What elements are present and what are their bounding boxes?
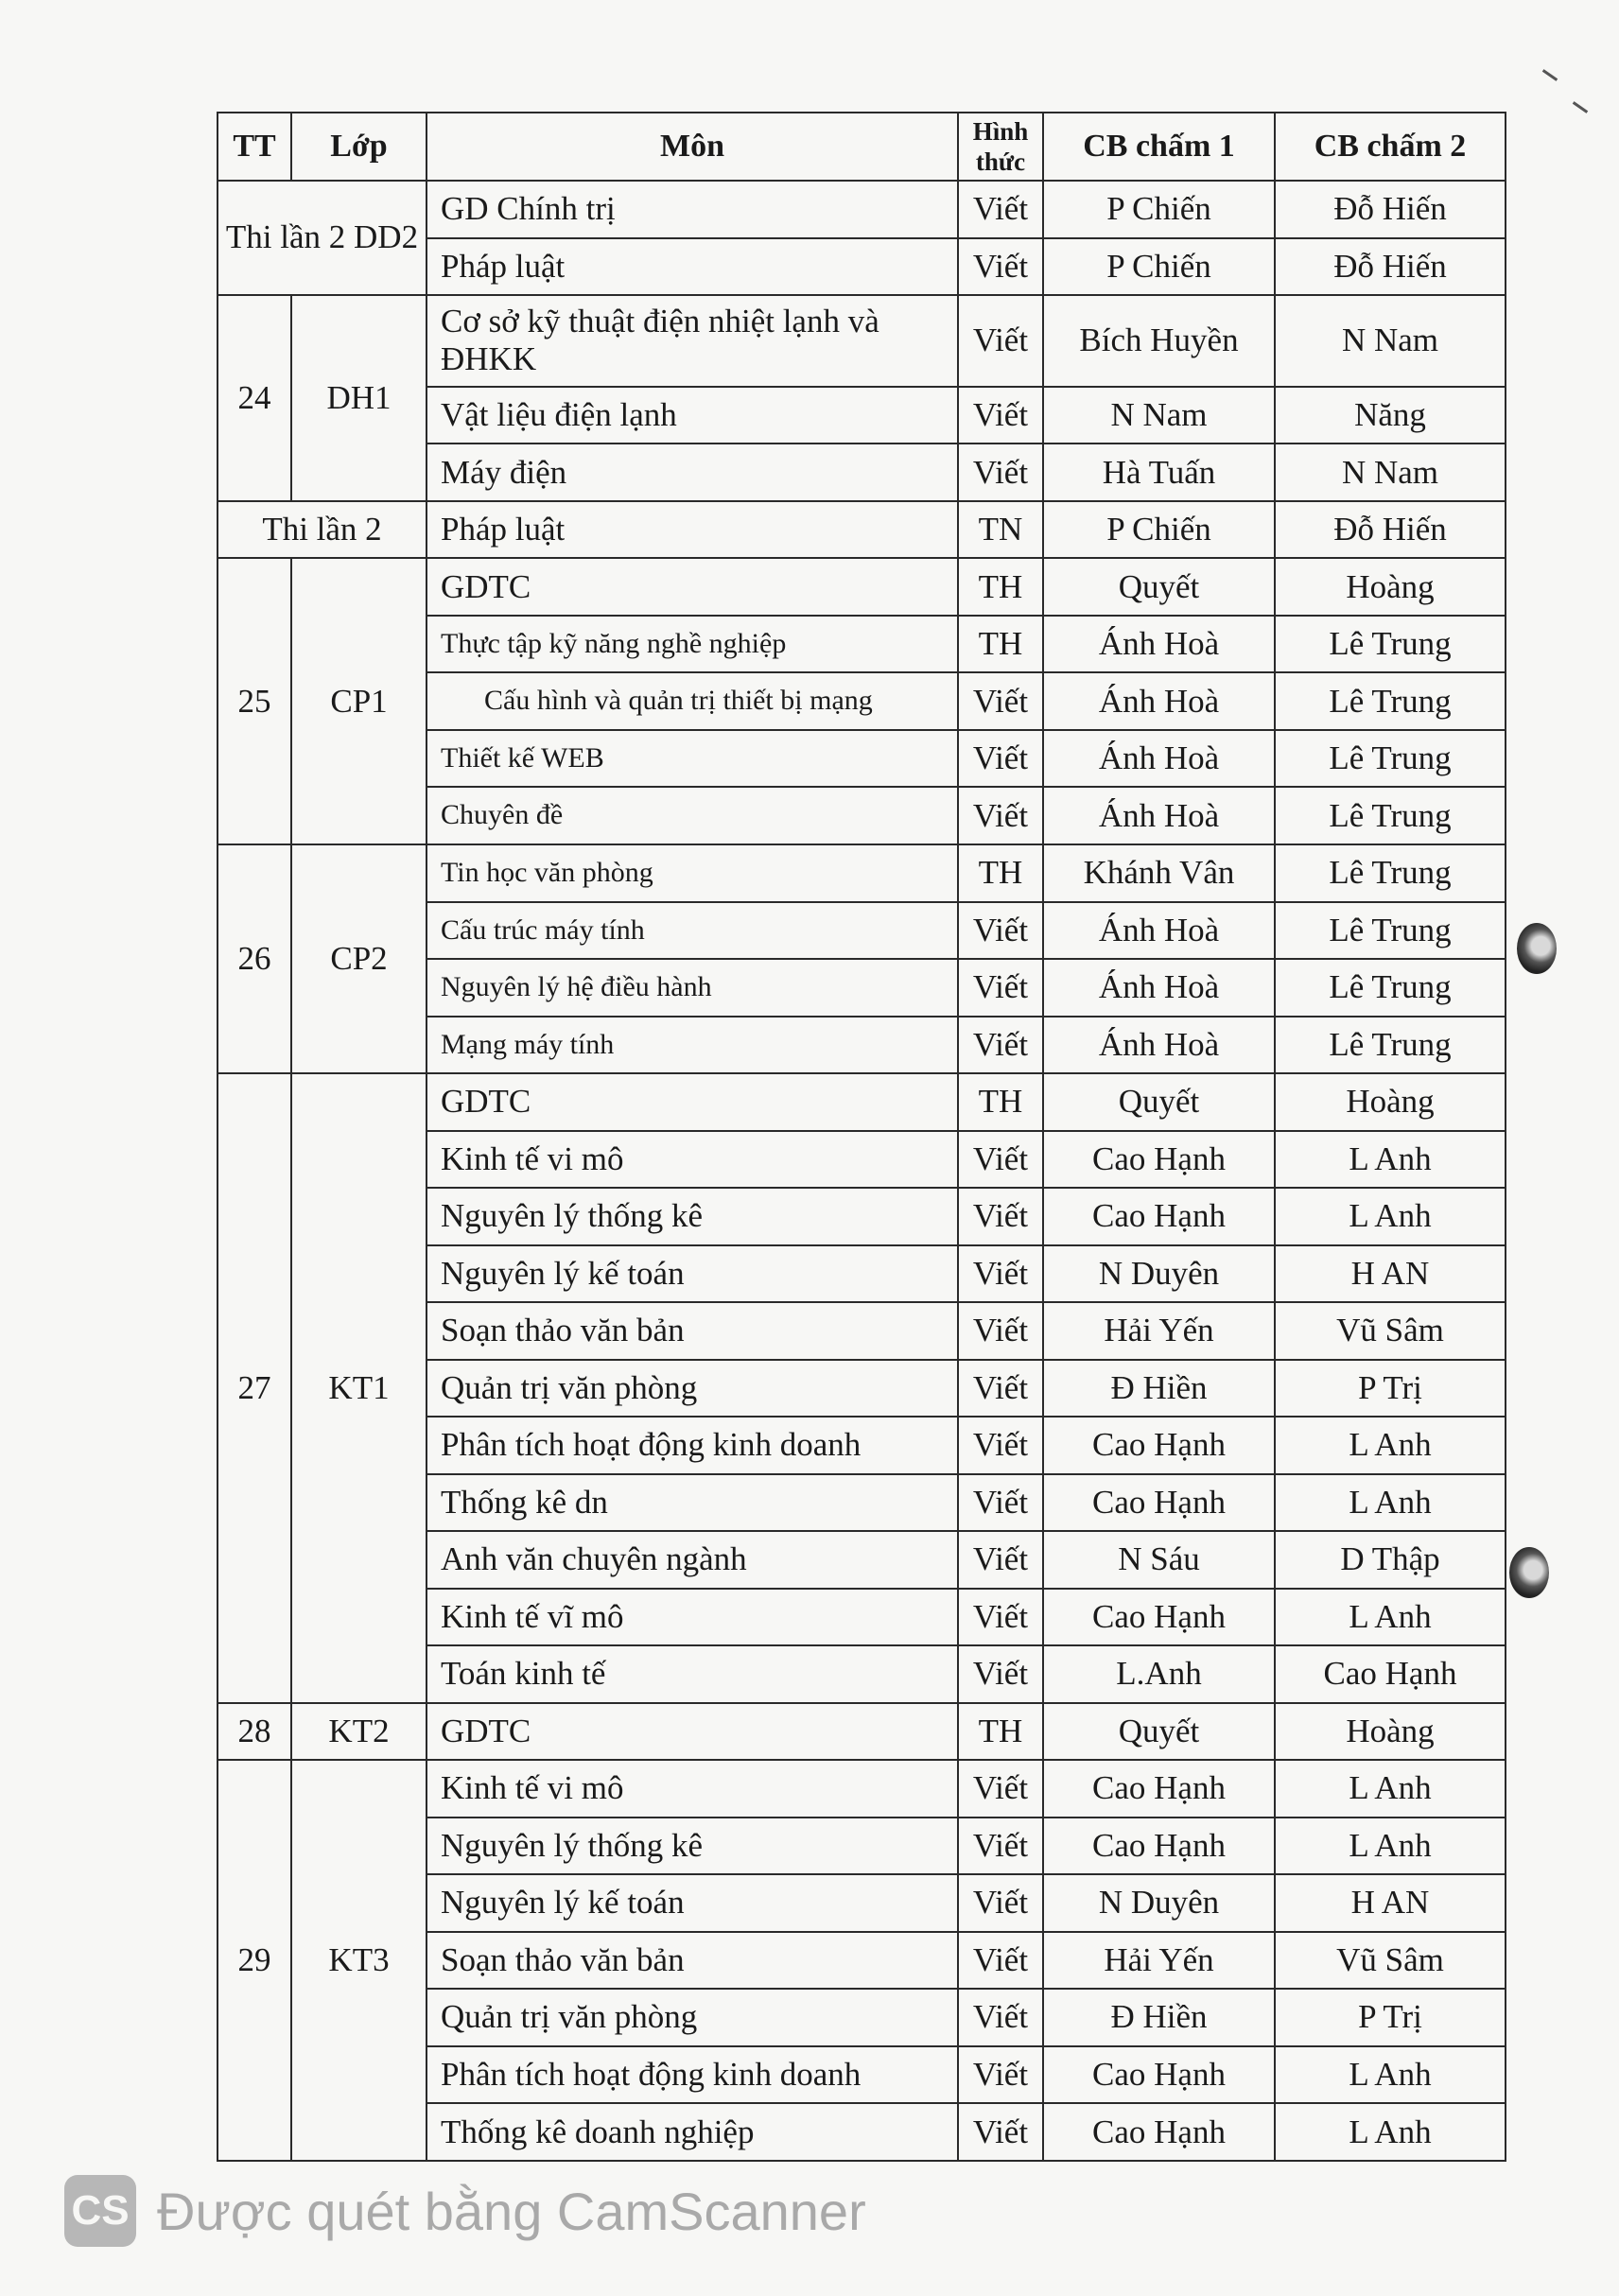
grader-2-cell: H AN [1275,1245,1506,1303]
grader-2-cell: L Anh [1275,1474,1506,1532]
grader-2-cell: Vũ Sâm [1275,1932,1506,1990]
tt-cell: 28 [218,1703,291,1761]
subject-cell: Máy điện [427,444,958,501]
grader-1-cell: Cao Hạnh [1043,1818,1275,1875]
subject-cell: Phân tích hoạt động kinh doanh [427,2046,958,2104]
exam-format-cell: TH [958,558,1043,616]
grader-2-cell: Lê Trung [1275,672,1506,730]
exam-format-cell: TH [958,1703,1043,1761]
subject-cell: Nguyên lý kế toán [427,1245,958,1303]
header-hinh-thuc: Hình thức [958,113,1043,181]
subject-cell: Tin học văn phòng [427,844,958,902]
subject-cell: Nguyên lý hệ điều hành [427,959,958,1017]
grader-2-cell: Lê Trung [1275,616,1506,673]
exam-format-cell: Viết [958,1589,1043,1646]
subject-cell: GD Chính trị [427,181,958,238]
tt-cell: 26 [218,844,291,1073]
subject-cell: Cơ sở kỹ thuật điện nhiệt lạnh và ĐHKK [427,295,958,387]
subject-cell: Thiết kế WEB [427,730,958,788]
header-row [218,113,1506,181]
grader-2-cell: L Anh [1275,1760,1506,1818]
grader-1-cell: Đ Hiền [1043,1989,1275,2046]
grader-1-cell: P Chiến [1043,501,1275,559]
exam-format-cell: Viết [958,387,1043,444]
grader-1-cell: Hải Yến [1043,1932,1275,1990]
exam-format-cell: Viết [958,238,1043,296]
grader-1-cell: Ánh Hoà [1043,959,1275,1017]
header-tt: TT [218,113,291,181]
exam-format-cell: Viết [958,1760,1043,1818]
table-row [218,558,1506,616]
scanner-watermark [64,2173,866,2249]
exam-format-cell: Viết [958,1818,1043,1875]
grader-2-cell: L Anh [1275,1131,1506,1189]
exam-format-cell: Viết [958,1645,1043,1703]
camscanner-logo: CS [64,2175,136,2247]
exam-format-cell: Viết [958,2103,1043,2161]
tt-cell: 25 [218,558,291,844]
subject-cell: Mạng máy tính [427,1017,958,1074]
class-cell: KT3 [291,1760,427,2161]
subject-cell: Soạn thảo văn bản [427,1932,958,1990]
exam-format-cell: Viết [958,1531,1043,1589]
tt-cell: 24 [218,295,291,501]
exam-format-cell: Viết [958,1360,1043,1418]
grader-2-cell: Hoàng [1275,1703,1506,1761]
grader-2-cell: Cao Hạnh [1275,1645,1506,1703]
grader-1-cell: Quyết [1043,1703,1275,1761]
exam-format-cell: Viết [958,295,1043,387]
grader-2-cell: N Nam [1275,444,1506,501]
class-cell: KT2 [291,1703,427,1761]
header-lop: Lớp [291,113,427,181]
grader-1-cell: Hải Yến [1043,1302,1275,1360]
exam-format-cell: Viết [958,1932,1043,1990]
header-cb-cham-2: CB chấm 2 [1275,113,1506,181]
exam-format-cell: Viết [958,1989,1043,2046]
exam-format-cell: Viết [958,1417,1043,1474]
class-cell: CP1 [291,558,427,844]
exam-format-cell: Viết [958,672,1043,730]
subject-cell: Nguyên lý kế toán [427,1874,958,1932]
subject-cell: Toán kinh tế [427,1645,958,1703]
subject-cell: Kinh tế vi mô [427,1760,958,1818]
grader-2-cell: L Anh [1275,2103,1506,2161]
exam-format-cell: Viết [958,1302,1043,1360]
exam-format-cell: Viết [958,902,1043,960]
grader-2-cell: L Anh [1275,1589,1506,1646]
subject-cell: GDTC [427,1073,958,1131]
grader-1-cell: Ánh Hoà [1043,616,1275,673]
subject-cell: Thống kê dn [427,1474,958,1532]
grader-1-cell: Bích Huyền [1043,295,1275,387]
grader-2-cell: H AN [1275,1874,1506,1932]
exam-format-cell: Viết [958,1474,1043,1532]
grader-1-cell: Khánh Vân [1043,844,1275,902]
subject-cell: GDTC [427,558,958,616]
grader-2-cell: L Anh [1275,2046,1506,2104]
scan-mark [1542,69,1558,81]
exam-format-cell: Viết [958,181,1043,238]
subject-cell: Phân tích hoạt động kinh doanh [427,1417,958,1474]
grader-2-cell: D Thập [1275,1531,1506,1589]
grader-2-cell: Đỗ Hiến [1275,238,1506,296]
exam-format-cell: Viết [958,1245,1043,1303]
subject-cell: Chuyên đề [427,787,958,844]
subject-cell: Kinh tế vĩ mô [427,1589,958,1646]
grader-2-cell: L Anh [1275,1818,1506,1875]
header-cb-cham-1: CB chấm 1 [1043,113,1275,181]
subject-cell: Pháp luật [427,501,958,559]
tt-cell: 29 [218,1760,291,2161]
grader-1-cell: Cao Hạnh [1043,1188,1275,1245]
class-cell: CP2 [291,844,427,1073]
subject-cell: Thống kê doanh nghiệp [427,2103,958,2161]
grader-2-cell: Lê Trung [1275,844,1506,902]
grader-2-cell: Đỗ Hiến [1275,181,1506,238]
grader-1-cell: N Duyên [1043,1874,1275,1932]
grader-1-cell: Cao Hạnh [1043,2046,1275,2104]
grader-2-cell: Lê Trung [1275,787,1506,844]
grader-1-cell: Đ Hiền [1043,1360,1275,1418]
grader-2-cell: Vũ Sâm [1275,1302,1506,1360]
table-row [218,181,1506,238]
subject-cell: Quản trị văn phòng [427,1989,958,2046]
table-row [218,295,1506,387]
subject-cell: Nguyên lý thống kê [427,1188,958,1245]
exam-format-cell: Viết [958,730,1043,788]
grader-1-cell: Quyết [1043,558,1275,616]
grader-2-cell: Lê Trung [1275,959,1506,1017]
grader-2-cell: Hoàng [1275,1073,1506,1131]
exam-format-cell: TH [958,616,1043,673]
exam-format-cell: Viết [958,959,1043,1017]
grader-2-cell: L Anh [1275,1188,1506,1245]
exam-format-cell: Viết [958,1874,1043,1932]
exam-format-cell: Viết [958,2046,1043,2104]
grader-1-cell: Ánh Hoà [1043,787,1275,844]
grader-1-cell: N Sáu [1043,1531,1275,1589]
exam-format-cell: Viết [958,1131,1043,1189]
subject-cell: Cấu trúc máy tính [427,902,958,960]
exam-format-cell: Viết [958,1017,1043,1074]
grader-1-cell: Cao Hạnh [1043,1760,1275,1818]
grader-2-cell: L Anh [1275,1417,1506,1474]
subject-cell: Kinh tế vi mô [427,1131,958,1189]
subject-cell: Soạn thảo văn bản [427,1302,958,1360]
exam-format-cell: TH [958,1073,1043,1131]
grader-1-cell: Ánh Hoà [1043,902,1275,960]
subject-cell: GDTC [427,1703,958,1761]
class-cell: KT1 [291,1073,427,1703]
grader-1-cell: Ánh Hoà [1043,730,1275,788]
punch-hole [1517,923,1557,974]
scan-mark [1573,101,1588,113]
grader-1-cell: L.Anh [1043,1645,1275,1703]
grader-1-cell: N Nam [1043,387,1275,444]
exam-format-cell: TN [958,501,1043,559]
table-row [218,844,1506,902]
punch-hole [1509,1547,1549,1598]
group-label-cell: Thi lần 2 DD2 [218,181,427,295]
grader-2-cell: P Trị [1275,1989,1506,2046]
grader-1-cell: Cao Hạnh [1043,1417,1275,1474]
grader-2-cell: Lê Trung [1275,1017,1506,1074]
grader-1-cell: Cao Hạnh [1043,1474,1275,1532]
exam-format-cell: Viết [958,787,1043,844]
grader-2-cell: Lê Trung [1275,730,1506,788]
group-label-cell: Thi lần 2 [218,501,427,559]
grader-1-cell: P Chiến [1043,238,1275,296]
table-row [218,1760,1506,1818]
exam-format-cell: TH [958,844,1043,902]
grader-1-cell: Quyết [1043,1073,1275,1131]
grader-1-cell: Ánh Hoà [1043,672,1275,730]
grader-2-cell: N Nam [1275,295,1506,387]
table-row [218,1073,1506,1131]
grader-1-cell: Cao Hạnh [1043,1589,1275,1646]
watermark-text: Được quét bằng CamScanner [157,2181,866,2241]
subject-cell: Vật liệu điện lạnh [427,387,958,444]
grader-1-cell: Hà Tuấn [1043,444,1275,501]
subject-cell: Thực tập kỹ năng nghề nghiệp [427,616,958,673]
grader-1-cell: Ánh Hoà [1043,1017,1275,1074]
exam-format-cell: Viết [958,1188,1043,1245]
subject-cell: Quản trị văn phòng [427,1360,958,1418]
exam-format-cell: Viết [958,444,1043,501]
grader-2-cell: Hoàng [1275,558,1506,616]
table-row [218,501,1506,559]
subject-cell: Pháp luật [427,238,958,296]
tt-cell: 27 [218,1073,291,1703]
class-cell: DH1 [291,295,427,501]
grader-2-cell: Năng [1275,387,1506,444]
grader-2-cell: Đỗ Hiến [1275,501,1506,559]
table-row [218,1703,1506,1761]
grader-1-cell: N Duyên [1043,1245,1275,1303]
grader-2-cell: P Trị [1275,1360,1506,1418]
subject-cell: Cấu hình và quản trị thiết bị mạng [427,672,958,730]
subject-cell: Nguyên lý thống kê [427,1818,958,1875]
grader-1-cell: Cao Hạnh [1043,1131,1275,1189]
grader-2-cell: Lê Trung [1275,902,1506,960]
exam-grading-table [217,112,1506,2162]
grader-1-cell: Cao Hạnh [1043,2103,1275,2161]
header-mon: Môn [427,113,958,181]
grader-1-cell: P Chiến [1043,181,1275,238]
subject-cell: Anh văn chuyên ngành [427,1531,958,1589]
